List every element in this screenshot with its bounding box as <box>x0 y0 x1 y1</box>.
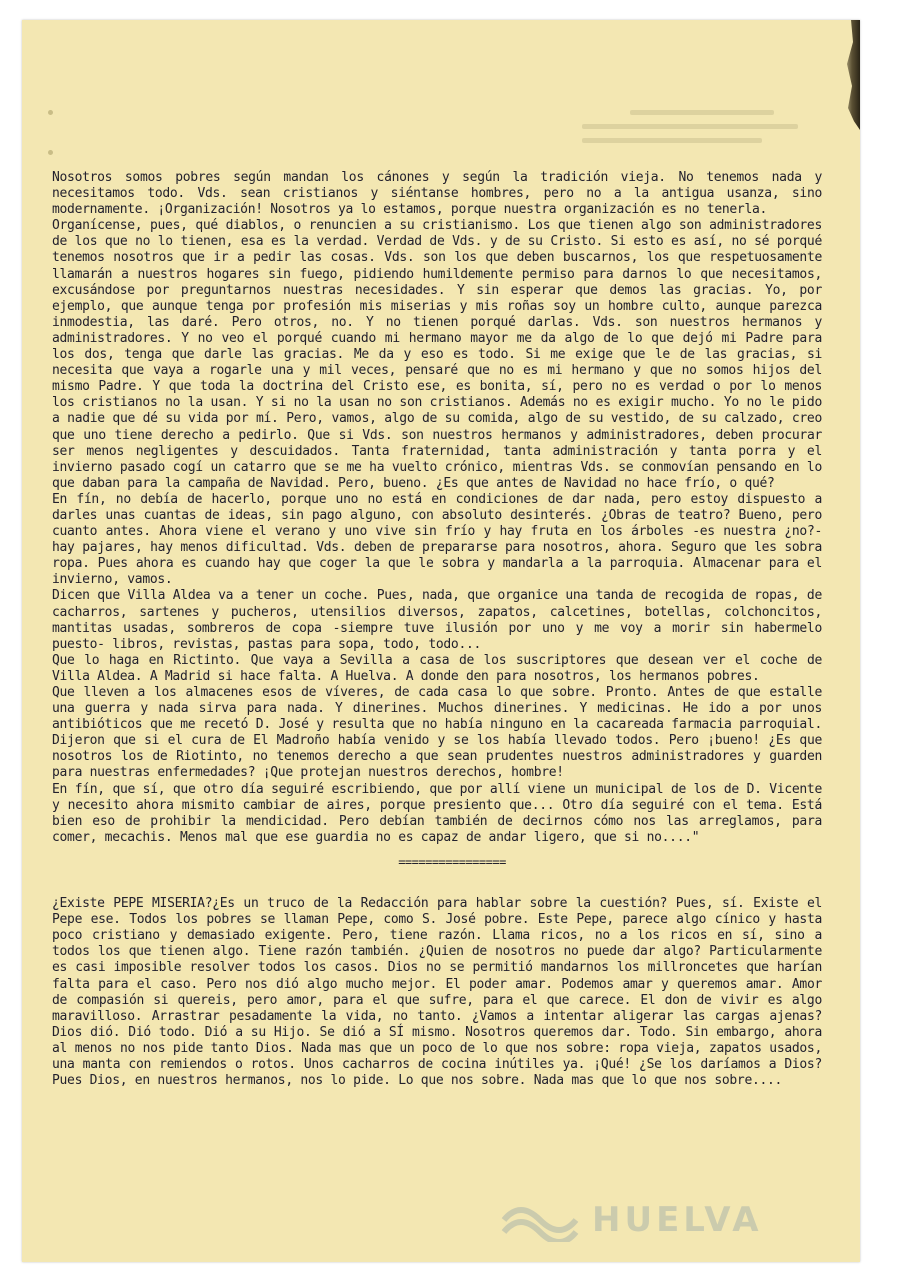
letter-paragraph: Organícense, pues, qué diablos, o renuncien a su cristianismo. Los que tienen algo son administradores de los que no lo tienen, esa es la verdad. Verdad de Vds. y de su Cristo. Si esto es así, no sé porqué tenemos nosotros que ir a pedir las cosas. Vds. son los que deben buscarnos, los que respetuosamente llamarán a nuestros hogares sin fuego, pidiendo humildemente permiso para darnos lo que necesitamos, excusándose por preguntarnos nuestras necesidades. Y sin esperar que demos las gracias. Yo, por ejemplo, que aunque tenga por profesión mis miserias y mis roñas soy un hombre culto, aunque parezca inmodestia, las daré. Pero otros, no. Y no tienen porqué darlas. Vds. son nuestros hermanos y administradores. Y no veo el porqué cuando mi hermano mayor me da algo de lo que dejó mi Padre para los dos, tenga que darle las gracias. Me da y eso es todo. Si me exige que le de las gracias, si necesita que vaya a rogarle una y mil veces, pensaré que no es mi hermano y que no somos hijos del mismo Padre. Y que toda la doctrina del Cristo ese, es bonita, sí, pero no es verdad o por lo menos los cristianos no la usan. Y si no la usan no son cristianos. Además no es exigir mucho. Yo no le pido a nadie que dé su vida por mí. Pero, vamos, algo de su comida, algo de su vestido, de su calzado, creo que uno tiene derecho a pedirlo. Que si Vds. son nuestros hermanos y administradores, deben procurar ser menos negligentes y descuidados. Tanta fraternidad, tanta administración y tanta porra y el invierno pasado cogí un catarro que se me ha vuelto crónico, mientras Vds. se conmovían pensando en lo que daban para la campaña de Navidad. Pero, bueno. ¿Es que antes de Navidad no hace frío, o qué? <box>52 218 822 491</box>
section-divider: ================ <box>398 854 506 869</box>
letter-paragraph: En fín, no debía de hacerlo, porque uno no está en condiciones de dar nada, pero estoy dispuesto a darles unas cuantas de ideas, sin pago alguno, con absoluto desinterés. ¿Obras de teatro? Bueno, pero cuanto antes. Ahora viene el verano y uno vive sin frío y hay fruta en los árboles -es nuestra ¿no?- hay pajares, hay menos dificultad. Vds. deben de prepararse para nosotros, ahora. Seguro que les sobra ropa. Pues ahora es cuando hay que coger la que le sobra y mandarla a la parroquia. Almacenar para el invierno, vamos. <box>52 491 822 588</box>
body-text <box>52 170 822 1089</box>
letter-paragraph: Dicen que Villa Aldea va a tener un coche. Pues, nada, que organice una tanda de recogida de ropas, de cacharros, sartenes y pucheros, utensilios diversos, zapatos, calcetines, botellas, colchoncitos, mantitas usadas, sombreros de copa -siempre tuve ilusión por uno y me voy a morir sin habermelo puesto- libros, revistas, pastas para sopa, todo, todo... <box>52 588 822 652</box>
letter-paragraph: Nosotros somos pobres según mandan los cánones y según la tradición vieja. No tenemos nada y necesitamos todo. Vds. sean cristianos y siéntanse hombres, pero no a la antigua usanza, sino modernamente. ¡Organización! Nosotros ya lo estamos, porque nuestra organización es no tenerla. <box>52 170 822 218</box>
punch-hole <box>48 110 53 115</box>
watermark-text: HUELVA <box>592 1200 763 1240</box>
letter-paragraph: Que lo haga en Rictinto. Que vaya a Sevilla a casa de los suscriptores que desean ver el coche de Villa Aldea. A Madrid si hace falta. A Huelva. A donde den para nosotros, los hermanos pobres. <box>52 652 822 684</box>
letter-paragraph: Que lleven a los almacenes esos de víveres, de cada casa lo que sobre. Pronto. Antes de que estalle una guerra y nada sirva para nada. Y dinerines. Muchos dinerines. Y medicinas. He ido a por unos antibióticos que me recetó D. José y resulta que no había ninguno en la cacareada farmacia parroquial. Dijeron que si el cura de El Madroño había venido y se los había llevado todos. Pero ¡bueno! ¿Es que nosotros los de Riotinto, no tenemos derecho a que sean prudentes nuestros administradores y guarden para nuestras enfermedades? ¡Que protejan nuestros derechos, hombre! <box>52 685 822 781</box>
commentary-paragraph: ¿Existe PEPE MISERIA?¿Es un truco de la Redacción para hablar sobre la cuestión? Pues, sí. Existe el Pepe ese. Todos los pobres se llaman Pepe, como S. José pobre. Este Pepe, parece algo cínico y hasta poco cristiano y demasiado exigente. Pero, tiene razón. Llama ricos, no a los ricos en sí, sino a todos los que tienen algo. Tiene razón también. ¿Quien de nosotros no puede dar algo? Particularmente es casi imposible resolver todos los casos. Dios no se permitió mandarnos los millroncetes que harían falta para el caso. Pero nos dió algo mucho mejor. El poder amar. Podemos amar y queremos amar. Amor de compasión si quereis, pero amor, para el que sufre, para el que carece. El don de vivir es algo maravilloso. Arrastrar pesadamente la vida, no tanto. ¿Vamos a intentar aligerar las cargas ajenas? Dios dió. Dió todo. Dió a su Hijo. Se dió a SÍ mismo. Nosotros queremos dar. Todo. Sin embargo, ahora al menos no nos pide tanto Dios. Nada mas que un poco de lo que nos sobre: ropa vieja, zapatos usados, una manta con remiendos o rotos. Unos cacharros de cocina inútiles ya. ¡Qué! ¿Se los daríamos a Dios? Pues Dios, en nuestros hermanos, nos lo pide. Lo que nos sobre. Nada mas que lo que nos sobre.... <box>52 896 822 1089</box>
edge-stain <box>840 20 860 130</box>
letter-paragraph: En fín, que sí, que otro día seguiré escribiendo, que por allí viene un municipal de los de D. Vicente y necesito ahora mismito cambiar de aires, porque presiento que... Otro día seguiré con el tema. Está bien eso de prohibir la mendicidad. Pero debían también de decirnos cómo nos las arreglamos, para comer, mecachis. Menos mal que ese guardia no es capaz de andar ligero, que si no...." <box>52 781 822 845</box>
punch-holes <box>48 110 54 170</box>
archive-logo-icon <box>500 1198 580 1242</box>
punch-hole <box>48 150 53 155</box>
archive-watermark <box>500 1198 830 1242</box>
